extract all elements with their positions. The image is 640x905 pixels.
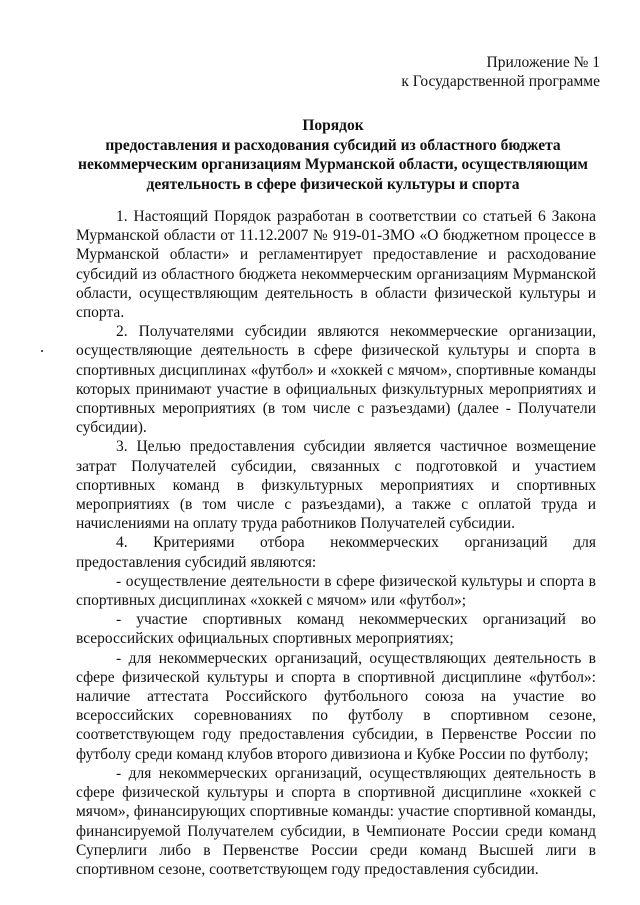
paragraph-2: 2. Получателями субсидии являются некоммерческие организации, осуществляющие деятельность в сфере физической культуры и спорта в спортивных дисциплинах «футбол» и «хоккей с мячом», спортивные команды которых принимают участие в официальных физкультурных мероприятиях и спортивных мероприятиях (в том числе с разъездами) (далее - Получатели субсидии). (76, 323, 596, 437)
document-body (76, 207, 596, 879)
title-line-4: деятельность в сфере физической культуры и спорта (146, 175, 520, 193)
appendix-reference: к Государственной программе (401, 73, 600, 90)
appendix-number: Приложение № 1 (486, 54, 600, 71)
paragraph-1: 1. Настоящий Порядок разработан в соответствии со статьей 6 Закона Мурманской области от 11.12.2007 № 919-01-ЗМО «О бюджетном процессе в Мурманской области» и регламентирует предоставление и расходование субсидий из областного бюджета некоммерческим организациям Мурманской области, осуществляющим деятельность в области физической культуры и спорта. (76, 208, 596, 322)
criterion-3: - для некоммерческих организаций, осуществляющих деятельность в сфере физической культуры и спорта в спортивной дисциплине «футбол»: наличие аттестата Российского футбольного союза на участие во всероссийских соревнованиях по футболу в спортивном сезоне, соответствующем году предоставления субсидии, в Первенстве России по футболу среди команд клубов второго дивизиона и Кубке России по футболу; (76, 649, 596, 763)
document-title (72, 116, 594, 194)
title-line-1: Порядок (302, 117, 364, 134)
title-line-3: некоммерческим организациям Мурманской области, осуществляющим (78, 156, 588, 173)
paragraph-3: 3. Целью предоставления субсидии является частичное возмещение затрат Получателей субсидии, связанных с подготовкой и участием спортивных команд в физкультурных мероприятиях и спортивных мероприятиях (в том числе с разъездами), а также с оплатой труда и начислениями на оплату труда работников Получателей субсидии. (76, 438, 596, 533)
scan-speck (41, 350, 43, 352)
appendix-header (401, 53, 600, 91)
criterion-2: - участие спортивных команд некоммерческих организаций во всероссийских официальных спортивных мероприятиях; (76, 611, 596, 648)
paragraph-4: 4. Критериями отбора некоммерческих организаций для предоставления субсидий являются: (76, 534, 596, 571)
criterion-4: - для некоммерческих организаций, осуществляющих деятельность в сфере физической культуры и спорта в спортивной дисциплине «хоккей с мячом», финансирующих спортивные команды: участие спортивной команды, финансируемой Получателем субсидии, в Чемпионате России среди команд Суперлиги либо в Первенстве России среди команд Высшей лиги в спортивном сезоне, соответствующем году предоставления субсидии. (76, 764, 596, 878)
title-line-2: предоставления и расходования субсидий из областного бюджета (105, 136, 561, 154)
criterion-1: - осуществление деятельности в сфере физической культуры и спорта в спортивных дисциплинах «хоккей с мячом» или «футбол»; (76, 572, 596, 610)
